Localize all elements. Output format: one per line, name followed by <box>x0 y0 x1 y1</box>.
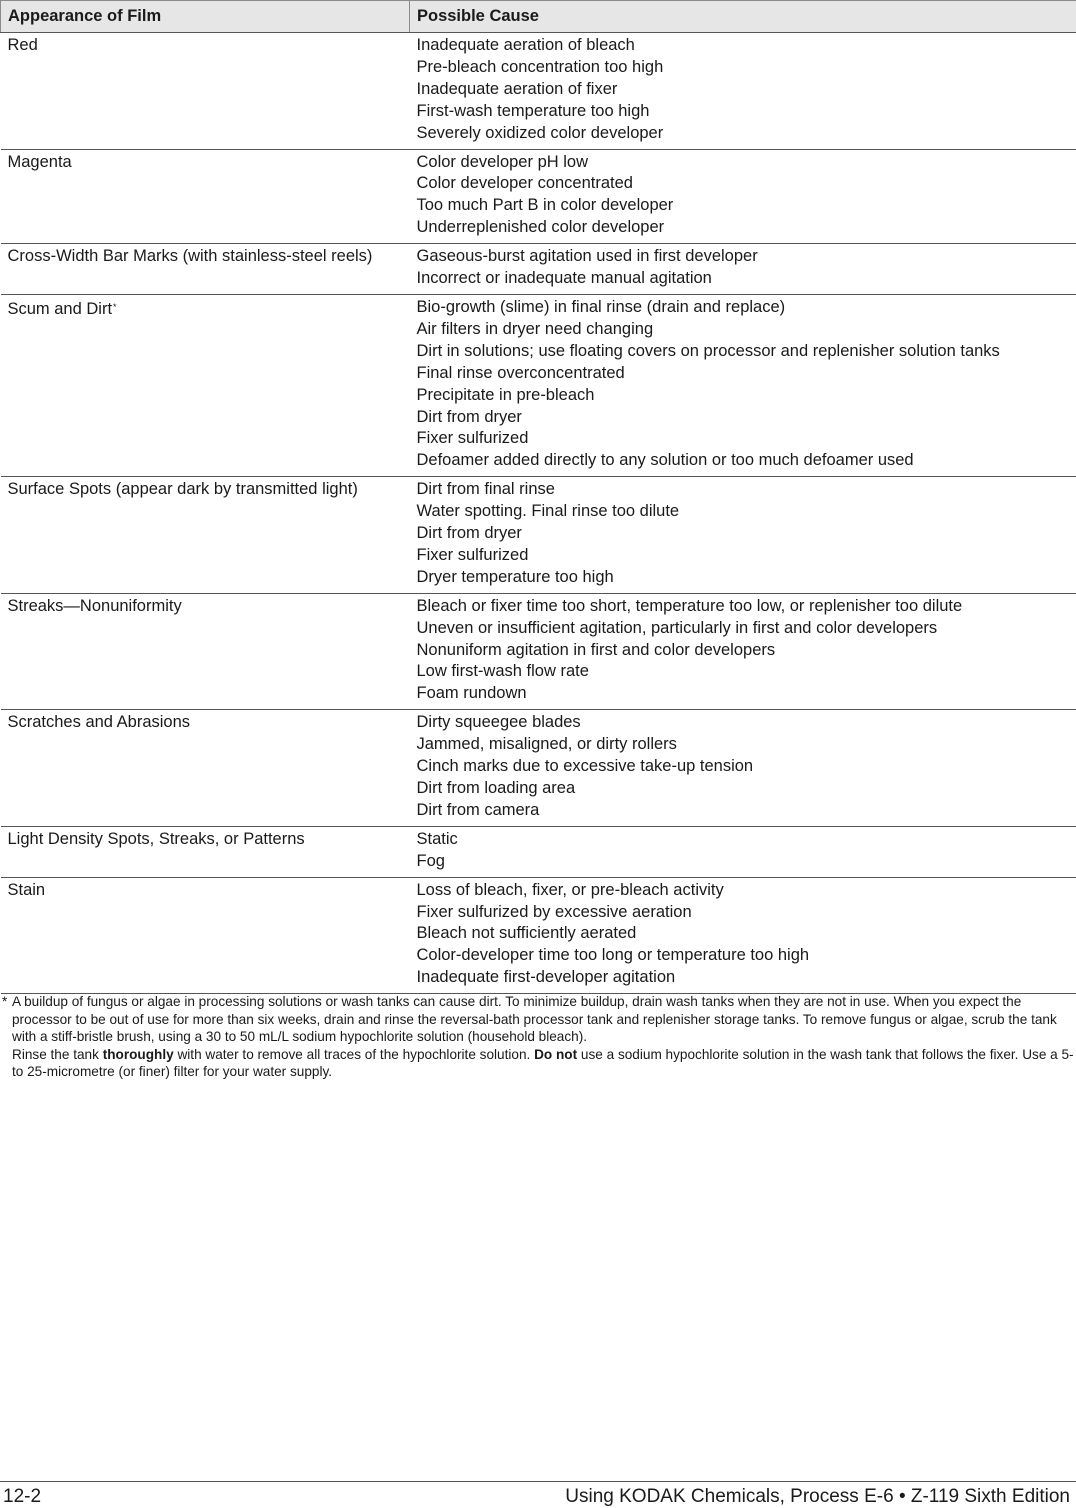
cause-item: Cinch marks due to excessive take-up tension <box>416 757 754 776</box>
cause-cell <box>410 593 1076 710</box>
footnote-p2-text-2: with water to remove all traces of the hypochlorite solution. <box>173 1046 535 1062</box>
cause-item: Bleach not sufficiently aerated <box>416 924 637 943</box>
cause-item: Dirt in solutions; use floating covers on processor and replenisher solution tanks <box>416 341 1000 360</box>
cause-cell <box>410 294 1076 476</box>
cause-item: Too much Part B in color developer <box>416 196 674 215</box>
appearance-text: Light Density Spots, Streaks, or Patterns <box>7 829 305 848</box>
cause-item: Inadequate aeration of bleach <box>416 36 635 54</box>
header-possible-cause: Possible Cause <box>410 1 1076 33</box>
table-row <box>1 877 1076 994</box>
table-row <box>1 477 1076 594</box>
cause-item: Dirt from final rinse <box>416 480 555 499</box>
appearance-cell <box>1 710 410 827</box>
cause-cell <box>410 826 1076 877</box>
cause-item: Jammed, misaligned, or dirty rollers <box>416 735 677 754</box>
footnote-emphasis-do-not: Do not <box>534 1046 578 1062</box>
cause-item: Bio-growth (slime) in final rinse (drain and replace) <box>416 297 786 316</box>
cause-item: Low first-wash flow rate <box>416 662 589 681</box>
cause-item: Final rinse overconcentrated <box>416 363 625 382</box>
header-appearance: Appearance of Film <box>1 1 410 33</box>
cause-item: Underreplenished color developer <box>416 218 665 237</box>
footer-separator: • <box>898 1486 906 1507</box>
table-row <box>1 149 1076 244</box>
cause-item: Inadequate first-developer agitation <box>416 968 676 987</box>
table-row <box>1 294 1076 476</box>
appearance-cell <box>1 33 410 150</box>
cause-cell <box>410 477 1076 594</box>
cause-item: Fixer sulfurized by excessive aeration <box>416 902 692 921</box>
appearance-cell <box>1 877 410 994</box>
cause-item: Incorrect or inadequate manual agitation <box>416 269 712 288</box>
cause-item: Dirt from loading area <box>416 779 576 797</box>
appearance-cell <box>1 593 410 710</box>
appearance-cell <box>1 149 410 244</box>
cause-item: Dryer temperature too high <box>416 567 614 586</box>
cause-cell <box>410 710 1076 827</box>
cause-cell <box>410 149 1076 244</box>
footer-page-number: 12-2 <box>3 1486 42 1507</box>
table-row <box>1 33 1076 150</box>
cause-item: Color-developer time too long or temperature too high <box>416 946 810 965</box>
cause-item: Air filters in dryer need changing <box>416 319 654 338</box>
appearance-cell <box>1 244 410 295</box>
cause-item: Fixer sulfurized <box>416 545 529 564</box>
footer-title: Using KODAK Chemicals, Process E-6 <box>565 1486 894 1507</box>
appearance-text: Cross-Width Bar Marks (with stainless-steel reels) <box>7 247 373 266</box>
cause-item: Static <box>416 829 458 848</box>
cause-item: Inadequate aeration of fixer <box>416 79 618 98</box>
cause-item: Water spotting. Final rinse too dilute <box>416 502 680 521</box>
cause-item: Dirt from dryer <box>416 407 522 426</box>
table-row <box>1 710 1076 827</box>
cause-item: First-wash temperature too high <box>416 101 650 120</box>
table-header-row <box>1 1 1076 33</box>
cause-item: Fixer sulfurized <box>416 429 529 448</box>
appearance-text: Streaks—Nonuniformity <box>7 596 182 615</box>
cause-item: Uneven or insufficient agitation, particularly in first and color developers <box>416 618 938 637</box>
appearance-cell <box>1 294 410 476</box>
cause-item: Defoamer added directly to any solution or too much defoamer used <box>416 451 914 470</box>
appearance-cell <box>1 826 410 877</box>
table-row <box>1 826 1076 877</box>
appearance-text: Scum and Dirt <box>7 299 113 318</box>
footnote-p2-text-3: use a sodium hypochlorite solution in the wash tank that follows the fixer. Use a 5- to 25-micrometre (or finer) filter for your water supply. <box>12 1046 1074 1079</box>
appearance-text: Stain <box>7 880 46 899</box>
cause-item: Nonuniform agitation in first and color developers <box>416 640 776 659</box>
footnote-emphasis-thoroughly: thoroughly <box>102 1046 174 1062</box>
cause-cell <box>410 244 1076 295</box>
footnote-marker: * <box>2 994 8 1009</box>
cause-item: Fog <box>416 851 445 870</box>
appearance-text: Scratches and Abrasions <box>7 713 191 732</box>
appearance-cell <box>1 477 410 594</box>
cause-item: Gaseous-burst agitation used in first developer <box>416 247 758 266</box>
cause-item: Precipitate in pre-bleach <box>416 385 595 404</box>
cause-item: Pre-bleach concentration too high <box>416 57 664 76</box>
cause-item: Dirt from camera <box>416 800 540 819</box>
footnote-paragraph-2 <box>12 1046 1074 1081</box>
footer-doc-id: Z-119 Sixth Edition <box>910 1486 1070 1507</box>
cause-item: Dirty squeegee blades <box>416 713 581 732</box>
cause-item: Foam rundown <box>416 684 527 703</box>
footnote-reference: * <box>113 301 117 312</box>
cause-item: Color developer pH low <box>416 152 589 171</box>
footer-document-title <box>565 1486 1070 1508</box>
footnote-paragraph-1: A buildup of fungus or algae in processing solutions or wash tanks can cause dirt. To minimize buildup, drain wash tanks when they are not in use. When you expect the processor to be out of use for more than six weeks, drain and rinse the reversal-bath processor tank and replenisher storage tanks. To remove fungus or algae, scrub the tank with a stiff-bristle brush, using a 30 to 50 mL/L sodium hypochlorite solution (household bleach). <box>12 994 1057 1044</box>
footnote-p2-text-1: Rinse the tank <box>12 1046 103 1062</box>
cause-item: Loss of bleach, fixer, or pre-bleach activity <box>416 880 724 899</box>
cause-item: Severely oxidized color developer <box>416 123 664 142</box>
footer-divider <box>0 1481 1076 1482</box>
cause-cell <box>410 33 1076 150</box>
cause-item: Color developer concentrated <box>416 174 633 193</box>
appearance-text: Red <box>7 36 38 54</box>
table-row <box>1 593 1076 710</box>
cause-item: Dirt from dryer <box>416 524 522 543</box>
cause-cell <box>410 877 1076 994</box>
footnote <box>2 993 1074 1081</box>
cause-item: Bleach or fixer time too short, temperature too low, or replenisher too dilute <box>416 596 963 615</box>
appearance-text: Surface Spots (appear dark by transmitted light) <box>7 480 358 499</box>
appearance-text: Magenta <box>7 152 72 171</box>
table-row <box>1 244 1076 295</box>
table-body <box>1 33 1076 994</box>
